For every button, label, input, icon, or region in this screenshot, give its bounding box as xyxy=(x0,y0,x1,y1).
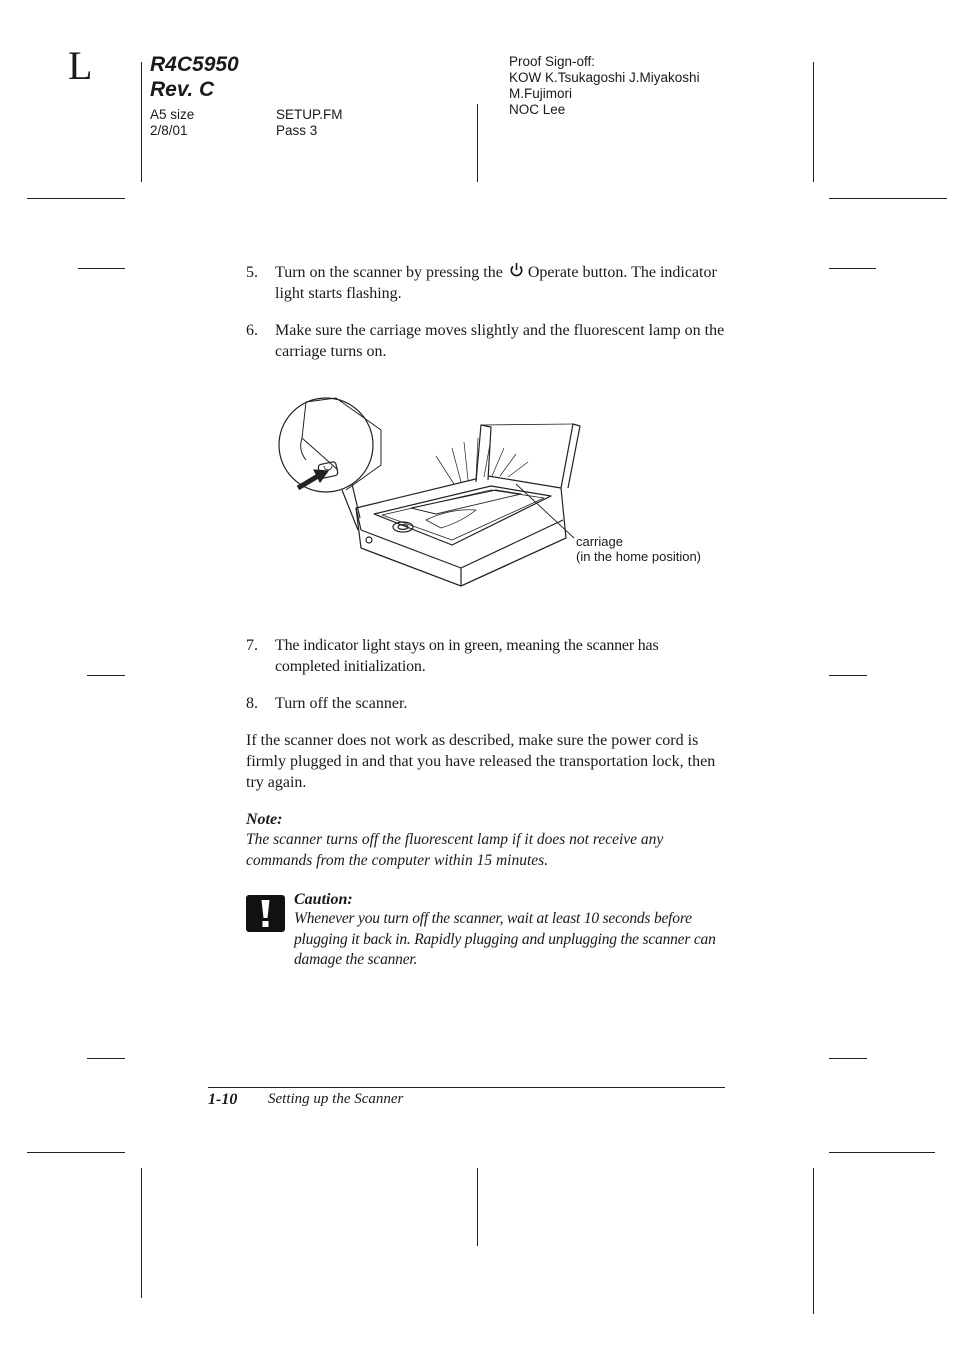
crop-mark xyxy=(829,268,876,269)
step-number: 7. xyxy=(246,637,258,654)
step-8 xyxy=(246,693,726,714)
step-text: The indicator light stays on in green, meaning the scanner has completed initialization. xyxy=(275,637,659,675)
proof-line: NOC Lee xyxy=(509,102,566,117)
note-block xyxy=(246,809,726,871)
troubleshoot-paragraph: If the scanner does not work as described, make sure the power cord is firmly plugged in and that you have released the transportation lock, then try again. xyxy=(246,732,716,791)
power-icon xyxy=(509,262,524,278)
crop-mark xyxy=(87,1058,125,1059)
chapter-title: Setting up the Scanner xyxy=(268,1091,404,1107)
note-body: The scanner turns off the fluorescent lamp if it does not receive any commands from the computer within 15 minutes. xyxy=(246,831,664,869)
step-number: 8. xyxy=(246,695,258,712)
step-text: Make sure the carriage moves slightly and the fluorescent lamp on the carriage turns on. xyxy=(275,322,725,360)
crop-mark xyxy=(829,1152,935,1153)
exclamation-icon xyxy=(246,895,285,932)
proof-signoff xyxy=(509,54,700,118)
footer-rule xyxy=(208,1087,725,1088)
page-number: 1-10 xyxy=(208,1091,238,1108)
step-7 xyxy=(246,635,726,677)
crop-mark xyxy=(813,1168,814,1314)
model-number: R4C5950 xyxy=(150,53,239,76)
crop-mark xyxy=(829,675,867,676)
pass-label: Pass 3 xyxy=(276,123,318,138)
proof-line: Proof Sign-off: xyxy=(509,54,596,69)
file-label: SETUP.FM xyxy=(276,107,343,122)
scanner-illustration xyxy=(276,390,596,595)
crop-mark xyxy=(477,1168,478,1246)
step-number: 5. xyxy=(246,264,258,281)
crop-mark xyxy=(27,198,125,199)
step-text-cont: Operate button. The indicator light starts flashing. xyxy=(275,264,717,302)
step-5 xyxy=(246,262,726,304)
size-label: A5 size xyxy=(150,107,195,122)
step-6 xyxy=(246,320,726,362)
revision: Rev. C xyxy=(150,78,215,101)
crop-mark xyxy=(829,198,947,199)
note-heading: Note: xyxy=(246,811,283,828)
step-number: 6. xyxy=(246,322,258,339)
step-text: Turn on the scanner by pressing the xyxy=(275,264,503,281)
caption-line: (in the home position) xyxy=(576,549,702,564)
date-label: 2/8/01 xyxy=(150,123,188,138)
crop-mark xyxy=(78,268,125,269)
caution-heading: Caution: xyxy=(294,891,353,908)
crop-mark xyxy=(27,1152,125,1153)
proof-line: KOW K.Tsukagoshi J.Miyakoshi xyxy=(509,70,700,85)
crop-mark xyxy=(141,62,142,182)
step-text: Turn off the scanner. xyxy=(275,695,408,712)
corner-letter: L xyxy=(68,43,93,88)
caution-block xyxy=(294,891,726,971)
crop-mark xyxy=(141,1168,142,1298)
proof-line: M.Fujimori xyxy=(509,86,572,101)
model-title xyxy=(150,52,239,102)
crop-mark xyxy=(87,675,125,676)
crop-mark xyxy=(477,104,478,182)
crop-mark xyxy=(813,62,814,182)
caution-body: Whenever you turn off the scanner, wait at least 10 seconds before plugging it back in. Rapidly plugging and unplugging the scanner can damage the scanner. xyxy=(294,910,716,968)
caption-line: carriage xyxy=(576,534,623,549)
crop-mark xyxy=(829,1058,867,1059)
figure-caption xyxy=(576,534,701,564)
